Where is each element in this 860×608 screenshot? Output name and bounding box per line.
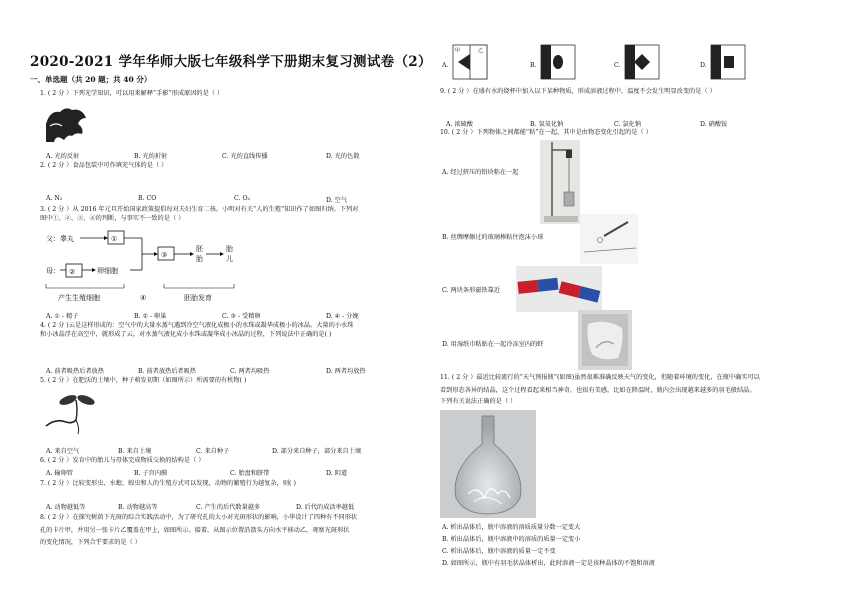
q11-stem-line1: 11. ( 2 分 ）最近比较流行的“天气预报瓶”(如图)虽然很难准确反映天气的变化，但随着环境的变化，在瓶中确实可以 bbox=[440, 374, 760, 381]
q2-option-b[interactable]: B. CO bbox=[138, 195, 157, 202]
exam-title: 2020-2021 学年华师大版七年级科学下册期末复习测试卷（2） bbox=[30, 54, 432, 70]
caption-germ-cells: 产生生殖细胞 bbox=[58, 294, 100, 302]
q9-option-d[interactable]: D. 硝酸铵 bbox=[700, 121, 728, 128]
circle-1: ① bbox=[111, 235, 118, 243]
q9-option-a[interactable]: A. 浓硫酸 bbox=[446, 121, 473, 128]
seedling-image bbox=[42, 390, 106, 436]
label-egg: 卵细胞 bbox=[97, 267, 118, 275]
label-embryo-1: 胚 bbox=[196, 245, 203, 253]
q10-option-b[interactable]: B. 丝绸摩擦过的玻璃棒粘住泡沫小球 bbox=[442, 234, 544, 241]
q1-option-c[interactable]: C. 光的直线传播 bbox=[222, 153, 268, 160]
q4-stem-line1: 4. ( 2 分 )云是这样形成的：空气中的大量水蒸气遇到冷空气液化成极小的水珠或凝华成极小的冰晶。大量的小水珠 bbox=[40, 322, 354, 329]
q11-option-c[interactable]: C. 析出晶体后，瓶中溶液的质量一定不变 bbox=[442, 548, 556, 555]
q10-option-a[interactable]: A. 经过挤压的铅块粘在一起 bbox=[442, 169, 519, 176]
q4-option-a[interactable]: A. 前者吸热后者放热 bbox=[46, 368, 104, 375]
q11-option-a[interactable]: A. 析出晶体后，瓶中溶液的溶质质量分数一定变大 bbox=[442, 524, 581, 531]
q3-option-c[interactable]: C. ③ - 受精卵 bbox=[222, 313, 261, 320]
q8-stem-line2: 孔的卡片甲，并用另一张卡片乙覆盖在甲上，如图所示。接着，从图示位置沿箭头方向水平移动乙，观察光斑形状 bbox=[40, 527, 350, 534]
q8-option-d[interactable]: D. bbox=[700, 62, 707, 69]
q7-option-d[interactable]: D. 后代的成活率越低 bbox=[296, 504, 355, 511]
q4-option-d[interactable]: D. 两者均放热 bbox=[326, 368, 366, 375]
q7-option-b[interactable]: B. 动物越高等 bbox=[118, 504, 158, 511]
q11-stem-line2: 看到形态各异的结晶，这个过程看起来相当神奇，也很有美感。比如在降温时，瓶内会出现越来越多的羽毛般结晶。 bbox=[440, 387, 756, 394]
reproduction-diagram bbox=[44, 228, 264, 308]
q9-stem: 9. ( 2 分 ）在盛有水的烧杯中加入以下某种物质，形成溶液过程中，温度不会发生明显改变的是（ ） bbox=[440, 88, 716, 95]
q4-stem-line2: 和小冰晶浮在高空中，就形成了云。对水蒸气液化成小水珠或凝华成小冰晶的过程，下列说法中正确的是( ) bbox=[40, 331, 332, 338]
q1-stem: 1. ( 2 分 ）下列光学知识，可以用来解释“手影”形成原因的是（ ） bbox=[40, 90, 224, 97]
label-yi: 乙 bbox=[478, 48, 484, 54]
q6-option-c[interactable]: C. 胎盘和脐带 bbox=[230, 470, 270, 477]
caption-embryo-development: 胚胎发育 bbox=[184, 294, 212, 302]
q2-option-d[interactable]: D. 空气 bbox=[326, 197, 348, 204]
q3-stem-line2: 图中①、②、③、④的判断，与事实不一致的是（ ） bbox=[40, 215, 185, 222]
label-jia: 甲 bbox=[455, 48, 461, 54]
q5-option-b[interactable]: B. 来自土壤 bbox=[118, 448, 152, 455]
q6-stem: 6. ( 2 分 ）发育中的胎儿与母体完成物质交换的结构是（ ） bbox=[40, 457, 205, 464]
q3-option-d[interactable]: D. ④ - 分娩 bbox=[326, 313, 359, 320]
q5-option-c[interactable]: C. 来自种子 bbox=[196, 448, 230, 455]
q11-option-d[interactable]: D. 如图所示，瓶中有羽毛状晶体析出，此时溶液一定是该种晶体的不饱和溶液 bbox=[442, 560, 655, 567]
q8-figure-c bbox=[624, 44, 660, 80]
q5-option-a[interactable]: A. 来自空气 bbox=[46, 448, 80, 455]
q8-figure-d bbox=[710, 44, 746, 80]
q8-figure-b bbox=[540, 44, 576, 80]
q9-option-c[interactable]: C. 氯化钠 bbox=[614, 121, 642, 128]
section-heading: 一、单选题（共 20 题；共 40 分） bbox=[30, 75, 152, 84]
q6-option-d[interactable]: D. 阴道 bbox=[326, 470, 348, 477]
glass-rod-image bbox=[580, 214, 638, 264]
q5-option-d[interactable]: D. 部分来自种子，部分来自土壤 bbox=[272, 448, 362, 455]
q11-stem-line3: 下列有关说法正确的是（ ） bbox=[440, 398, 517, 405]
q7-option-c[interactable]: C. 产生的后代数量越多 bbox=[196, 504, 261, 511]
circle-3: ③ bbox=[161, 251, 168, 259]
q1-option-a[interactable]: A. 光的反射 bbox=[46, 153, 80, 160]
label-father: 父：睾丸 bbox=[46, 235, 74, 243]
q8-option-c[interactable]: C. bbox=[614, 62, 621, 69]
q10-stem: 10. ( 2 分 ）下列物体之间都能“粘”在一起，其中是由物态变化引起的是（ ） bbox=[440, 129, 652, 136]
q8-option-a[interactable]: A. bbox=[442, 62, 449, 69]
q8-stem-line3: 的变化情况，下列合乎要求的是（ ） bbox=[40, 539, 141, 546]
q2-stem: 2. ( 2 分 ）食品包装中可作填充气体的是（ ） bbox=[40, 162, 168, 169]
q10-option-c[interactable]: C. 两块条形磁铁靠近 bbox=[442, 287, 500, 294]
lead-block-image bbox=[540, 140, 580, 224]
label-embryo-2: 胎 bbox=[196, 255, 203, 263]
weather-bottle-image bbox=[440, 410, 536, 518]
q2-option-a[interactable]: A. N₂ bbox=[46, 195, 63, 202]
q11-option-b[interactable]: B. 析出晶体后，瓶中溶液中的溶质的质量一定变小 bbox=[442, 536, 581, 543]
q5-stem: 5. ( 2 分 ）在肥沃的土壤中，种子萌发初期（如图所示）所需要的有机物( ) bbox=[40, 377, 247, 384]
q6-option-b[interactable]: B. 子宫内膜 bbox=[134, 470, 168, 477]
q2-option-c[interactable]: C. O₂ bbox=[234, 195, 251, 202]
label-child-2: 儿 bbox=[226, 255, 233, 263]
label-mother: 母： bbox=[46, 267, 60, 275]
q1-option-b[interactable]: B. 光的折射 bbox=[134, 153, 168, 160]
q7-stem: 7. ( 2 分 ）比较变形虫、水螅、蝗虫和人的生殖方式可以发现，动物的繁殖行为越复杂，则( ) bbox=[40, 480, 296, 487]
q1-option-d[interactable]: D. 光的色散 bbox=[326, 153, 360, 160]
q3-option-b[interactable]: B. ② - 卵巢 bbox=[134, 313, 167, 320]
bar-magnets-image bbox=[516, 266, 602, 312]
label-child-1: 胎 bbox=[226, 245, 233, 253]
q4-option-c[interactable]: C. 两者均吸热 bbox=[230, 368, 270, 375]
q4-option-b[interactable]: B. 前者放热后者吸热 bbox=[138, 368, 196, 375]
q7-option-a[interactable]: A. 动物越低等 bbox=[46, 504, 86, 511]
hand-shadow-image bbox=[42, 104, 88, 144]
q9-option-b[interactable]: B. 氢氧化钠 bbox=[530, 121, 564, 128]
q3-option-a[interactable]: A. ① - 精子 bbox=[46, 313, 79, 320]
q8-figure-a bbox=[452, 44, 488, 80]
circle-4: ④ bbox=[140, 294, 147, 302]
q8-option-b[interactable]: B. bbox=[530, 62, 537, 69]
circle-2: ② bbox=[69, 268, 76, 276]
q3-stem-line1: 3. ( 2 分 ）从 2016 年元旦开始国家政策提倡每对夫妇生育二孩。小明对有关“人的生殖”知识作了如图归纳。下列对 bbox=[40, 206, 359, 213]
q8-stem-line1: 8. ( 2 分 ）在探究树荫下光斑的综合实践活动中，为了研究孔的大小对光斑形状的影响，小华设计了四种有不同形状 bbox=[40, 514, 358, 521]
wet-tissue-shrimp-image bbox=[578, 310, 632, 370]
q10-option-d[interactable]: D. 用湿纸巾粘贴在一起冷冻室内的虾 bbox=[442, 341, 544, 348]
q6-option-a[interactable]: A. 输卵管 bbox=[46, 470, 73, 477]
